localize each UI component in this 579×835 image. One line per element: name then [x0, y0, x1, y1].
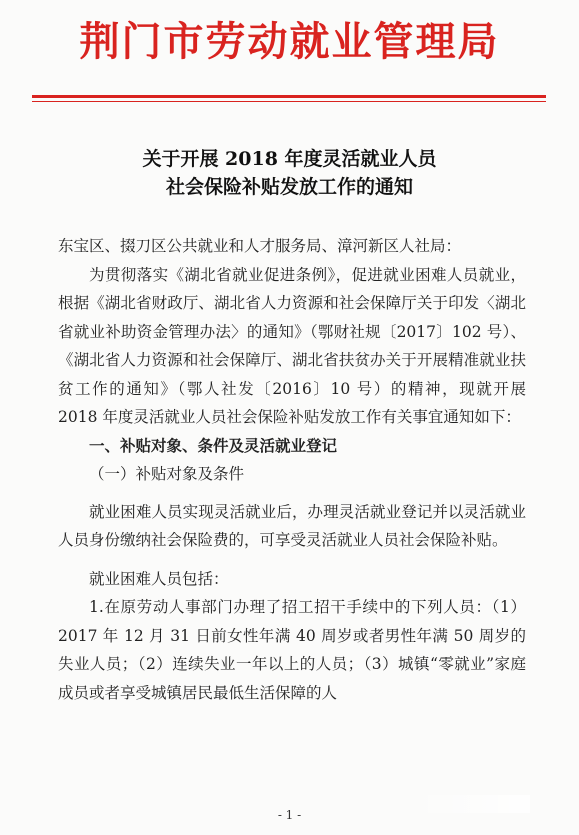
page-number: - 1 -	[277, 808, 302, 822]
intro-paragraph: 为贯彻落实《湖北省就业促进条例》，促进就业困难人员就业，根据《湖北省财政厅、湖北省人力资源和社会保障厅关于印发〈湖北省就业补助资金管理办法〉的通知》（鄂财社规〔2017〕102 号）、《湖北省人力资源和社会保障厅、湖北省扶贫办关于开展精准就业扶贫工作的通知》（鄂人社发〔2016〕10 号）的精神，现就开展 2018 年度灵活就业人员社会保险补贴发放工作有关事宜通知如下：	[58, 265, 526, 426]
masthead-org-name: 荆门市劳动就业管理局	[79, 18, 500, 65]
recipients-line: 东宝区、掇刀区公共就业和人才服务局、漳河新区人社局：	[58, 237, 462, 255]
includes-paragraph: 就业困难人员包括：	[89, 569, 229, 588]
document-body	[58, 232, 526, 707]
item-1-paragraph: 1.在原劳动人事部门办理了招工招干手续中的下列人员：（1）2017 年 12 月 31 日前女性年满 40 周岁或者男性年满 50 周岁的失业人员；（2）连续失业一年以上的人员；（3）城镇“零就业”家庭成员或者享受城镇居民最低生活保障的人	[58, 598, 526, 702]
document-title-line-1: 关于开展 2018 年度灵活就业人员	[142, 148, 437, 170]
spacer	[58, 555, 526, 565]
masthead-rule-thin	[32, 101, 546, 102]
masthead-rule-thick	[32, 95, 546, 98]
conditions-paragraph: 就业困难人员实现灵活就业后，办理灵活就业登记并以灵活就业人员身份缴纳社会保险费的，可享受灵活就业人员社会保险补贴。	[58, 502, 526, 549]
section-1-heading: 一、补贴对象、条件及灵活就业登记	[89, 436, 338, 455]
subsection-1-heading: （一）补贴对象及条件	[89, 465, 245, 483]
spacer	[58, 489, 526, 498]
document-title-line-2: 社会保险补贴发放工作的通知	[165, 176, 413, 198]
